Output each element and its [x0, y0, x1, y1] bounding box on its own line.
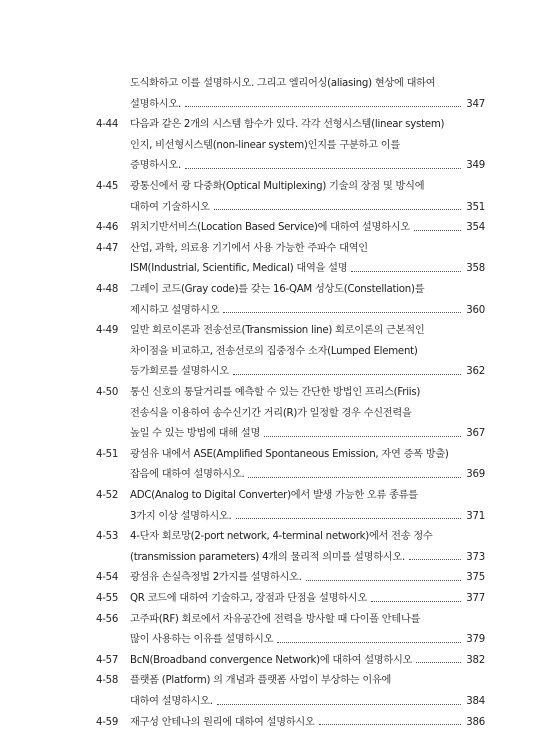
toc-entry-title-with-leader: [130, 95, 465, 115]
toc-entry-title: ADC(Analog to Digital Converter)에서 발생 가능한 오류 종류를: [130, 490, 418, 501]
toc-entry-title: 재구성 안테나의 원리에 대하여 설명하시오: [130, 716, 315, 728]
toc-entry-line: [0, 342, 555, 362]
toc-entry-title: 많이 사용하는 이유를 설명하시오: [130, 634, 274, 646]
toc-entry-number: 4-48: [96, 284, 119, 295]
toc-entry-line: [0, 362, 555, 382]
toc-entry-line: [0, 651, 555, 671]
toc-entry-line: [0, 177, 555, 197]
toc-entry-title-with-leader: [130, 692, 465, 712]
toc-entry-title-with-leader: [130, 630, 465, 650]
toc-entry-number: 4-49: [96, 325, 119, 337]
toc-page-number[interactable]: 354: [466, 222, 485, 234]
toc-entry-line: [0, 692, 555, 712]
toc-page-number[interactable]: 377: [466, 593, 485, 604]
toc-entry-title-with-leader: [130, 259, 465, 279]
toc-page-number[interactable]: 362: [466, 366, 485, 378]
dot-leader: [236, 518, 461, 519]
toc-page-number[interactable]: 373: [466, 551, 485, 563]
toc-entry-title: 4-단자 회로망(2-port network, 4-terminal network)에서 전송 정수: [130, 531, 433, 543]
dot-leader: [185, 106, 461, 107]
dot-leader: [351, 271, 461, 272]
toc-entry-line: [0, 115, 555, 135]
toc-entry-title: 고주파(RF) 회로에서 자유공간에 전력을 방사할 때 다이폴 안테나를: [130, 613, 421, 625]
toc-entry-title: (transmission parameters) 4개의 물리적 의미를 설명하시오.: [130, 551, 405, 563]
dot-leader: [277, 642, 461, 643]
toc-entry-title: 광섬유 내에서 ASE(Amplified Spontaneous Emission, 자연 증폭 방출): [130, 448, 449, 460]
toc-entry-number: 4-55: [96, 593, 119, 604]
toc-entry-number: 4-53: [96, 531, 119, 543]
dot-leader: [233, 374, 461, 375]
toc-entry-title-with-leader: [130, 465, 465, 485]
toc-entry-number: 4-45: [96, 181, 119, 192]
toc-entry-line: [0, 507, 555, 527]
toc-page-number[interactable]: 358: [466, 263, 485, 275]
toc-entry-title: BcN(Broadband convergence Network)에 대하여 설명하시오: [130, 654, 413, 666]
toc-entry-number: 4-52: [96, 490, 119, 501]
toc-entry-title-with-leader: [130, 301, 465, 321]
toc-entry-number: 4-47: [96, 242, 119, 254]
toc-page-number[interactable]: 369: [466, 469, 485, 481]
dot-leader: [371, 601, 461, 602]
toc-entry-number: 4-44: [96, 119, 119, 131]
toc-entry-title: 다음과 같은 2개의 시스템 함수가 있다. 각각 선형시스템(linear system): [130, 119, 445, 131]
toc-entry-title: ISM(Industrial, Scientific, Medical) 대역을 설명: [130, 263, 348, 275]
toc-entry-line: [0, 198, 555, 218]
toc-entry-line: [0, 95, 555, 115]
toc-page-number[interactable]: 386: [466, 716, 485, 728]
dot-leader: [409, 559, 461, 560]
toc-entry-line: [0, 239, 555, 259]
toc-entry-line: [0, 74, 555, 94]
toc-entry-title-with-leader: [130, 198, 465, 218]
toc-entry-title: 차이점을 비교하고, 전송선로의 집중정수 소자(Lumped Element): [130, 345, 418, 357]
toc-entry-number: 4-59: [96, 716, 119, 728]
dot-leader: [414, 230, 461, 231]
toc-entry-title: 대하여 기술하시오: [130, 201, 210, 213]
toc-entry-title-with-leader: [130, 548, 465, 568]
toc-entry-title-with-leader: [130, 156, 465, 176]
toc-entry-number: 4-50: [96, 387, 119, 398]
toc-entry-line: [0, 301, 555, 321]
toc-entry-title-with-leader: [130, 218, 465, 238]
toc-page-number[interactable]: 349: [466, 160, 485, 172]
toc-entry-title: 그레이 코드(Gray code)를 갖는 16-QAM 성상도(Constellation)를: [130, 284, 425, 295]
toc-page-number[interactable]: 379: [466, 634, 485, 646]
toc-entry-line: [0, 671, 555, 691]
dot-leader: [185, 168, 461, 169]
toc-entry-title: 3가지 이상 설명하시오.: [130, 510, 232, 522]
toc-entry-line: [0, 280, 555, 300]
toc-entry-title-with-leader: [130, 568, 465, 588]
toc-entry-line: [0, 445, 555, 465]
toc-entry-title: 위치기반서비스(Location Based Service)에 대하여 설명하시오: [130, 222, 410, 234]
toc-entry-title-with-leader: [130, 713, 465, 733]
toc-entry-title: 설명하시오.: [130, 98, 181, 110]
toc-entry-title: 플랫폼 (Platform) 의 개념과 플랫폼 사업이 부상하는 이유에: [130, 675, 392, 687]
toc-entry-title-with-leader: [130, 507, 465, 527]
toc-entry-number: 4-46: [96, 222, 119, 234]
toc-entry-line: [0, 589, 555, 609]
toc-entry-title: QR 코드에 대하여 기술하고, 장점과 단점을 설명하시오: [130, 593, 367, 604]
toc-page-number[interactable]: 382: [466, 654, 485, 666]
toc-page-number[interactable]: 351: [466, 201, 485, 213]
toc-entry-line: [0, 404, 555, 424]
toc-page-number[interactable]: 371: [466, 510, 485, 522]
toc-page-number[interactable]: 360: [466, 304, 485, 316]
toc-entry-title: 도식화하고 이를 설명하시오. 그리고 엘리어싱(aliasing) 현상에 대하여: [130, 78, 436, 89]
toc-entry-line: [0, 548, 555, 568]
toc-entry-title: 대하여 설명하시오.: [130, 696, 213, 707]
toc-entry-line: [0, 136, 555, 156]
toc-page-number[interactable]: 367: [466, 428, 485, 440]
toc-entry-title-with-leader: [130, 589, 465, 609]
toc-entry-title: 인지, 비선형시스템(non-linear system)인지를 구분하고 이를: [130, 139, 400, 151]
dot-leader: [217, 704, 461, 705]
toc-entry-line: [0, 156, 555, 176]
toc-entry-line: [0, 259, 555, 279]
toc-entry-title: 광통신에서 광 다중화(Optical Multiplexing) 기술의 장점 및 방식에: [130, 181, 425, 192]
dot-leader: [319, 724, 461, 725]
dot-leader: [306, 580, 461, 581]
toc-entry-title: 잡음에 대하여 설명하시오.: [130, 469, 245, 481]
toc-entry-title: 증명하시오.: [130, 160, 181, 172]
toc-entry-number: 4-58: [96, 675, 119, 687]
toc-entry-title: 산업, 과학, 의료용 기기에서 사용 가능한 주파수 대역인: [130, 242, 368, 254]
toc-entry-number: 4-51: [96, 448, 119, 460]
toc-entry-title: 광섬유 손실측정법 2가지를 설명하시오.: [130, 572, 302, 584]
dot-leader: [214, 209, 461, 210]
toc-entry-number: 4-54: [96, 572, 119, 584]
toc-entry-line: [0, 321, 555, 341]
toc-entry-line: [0, 424, 555, 444]
toc-entry-line: [0, 527, 555, 547]
toc-entry-line: [0, 486, 555, 506]
dot-leader: [223, 312, 461, 313]
toc-entry-line: [0, 630, 555, 650]
toc-entry-title: 등가회로를 설명하시오: [130, 366, 229, 378]
toc-entry-title-with-leader: [130, 362, 465, 382]
toc-page-number[interactable]: 384: [466, 696, 485, 707]
toc-entry-line: [0, 713, 555, 733]
toc-entry-line: [0, 218, 555, 238]
dot-leader: [264, 436, 461, 437]
toc-entry-title: 제시하고 설명하시오: [130, 304, 220, 316]
toc-page-number[interactable]: 347: [466, 98, 485, 110]
toc-page-number[interactable]: 375: [466, 572, 485, 584]
toc-entry-line: [0, 383, 555, 403]
toc-entry-number: 4-57: [96, 654, 119, 666]
toc-entry-line: [0, 465, 555, 485]
toc-entry-title: 통신 신호의 통달거리를 예측할 수 있는 간단한 방법인 프리스(Friis): [130, 387, 421, 398]
toc-entry-title-with-leader: [130, 424, 465, 444]
dot-leader: [416, 662, 461, 663]
toc-entry-line: [0, 610, 555, 630]
toc-entry-number: 4-56: [96, 613, 119, 625]
toc-entry-title-with-leader: [130, 651, 465, 671]
toc-entry-line: [0, 568, 555, 588]
dot-leader: [248, 477, 461, 478]
toc-entry-title: 전송식을 이용하여 송수신기간 거리(R)가 일정할 경우 수신전력을: [130, 407, 412, 419]
toc-entry-title: 일반 회로이론과 전송선로(Transmission line) 회로이론의 근본적인: [130, 325, 425, 337]
toc-entry-title: 높일 수 있는 방법에 대해 설명: [130, 428, 261, 440]
